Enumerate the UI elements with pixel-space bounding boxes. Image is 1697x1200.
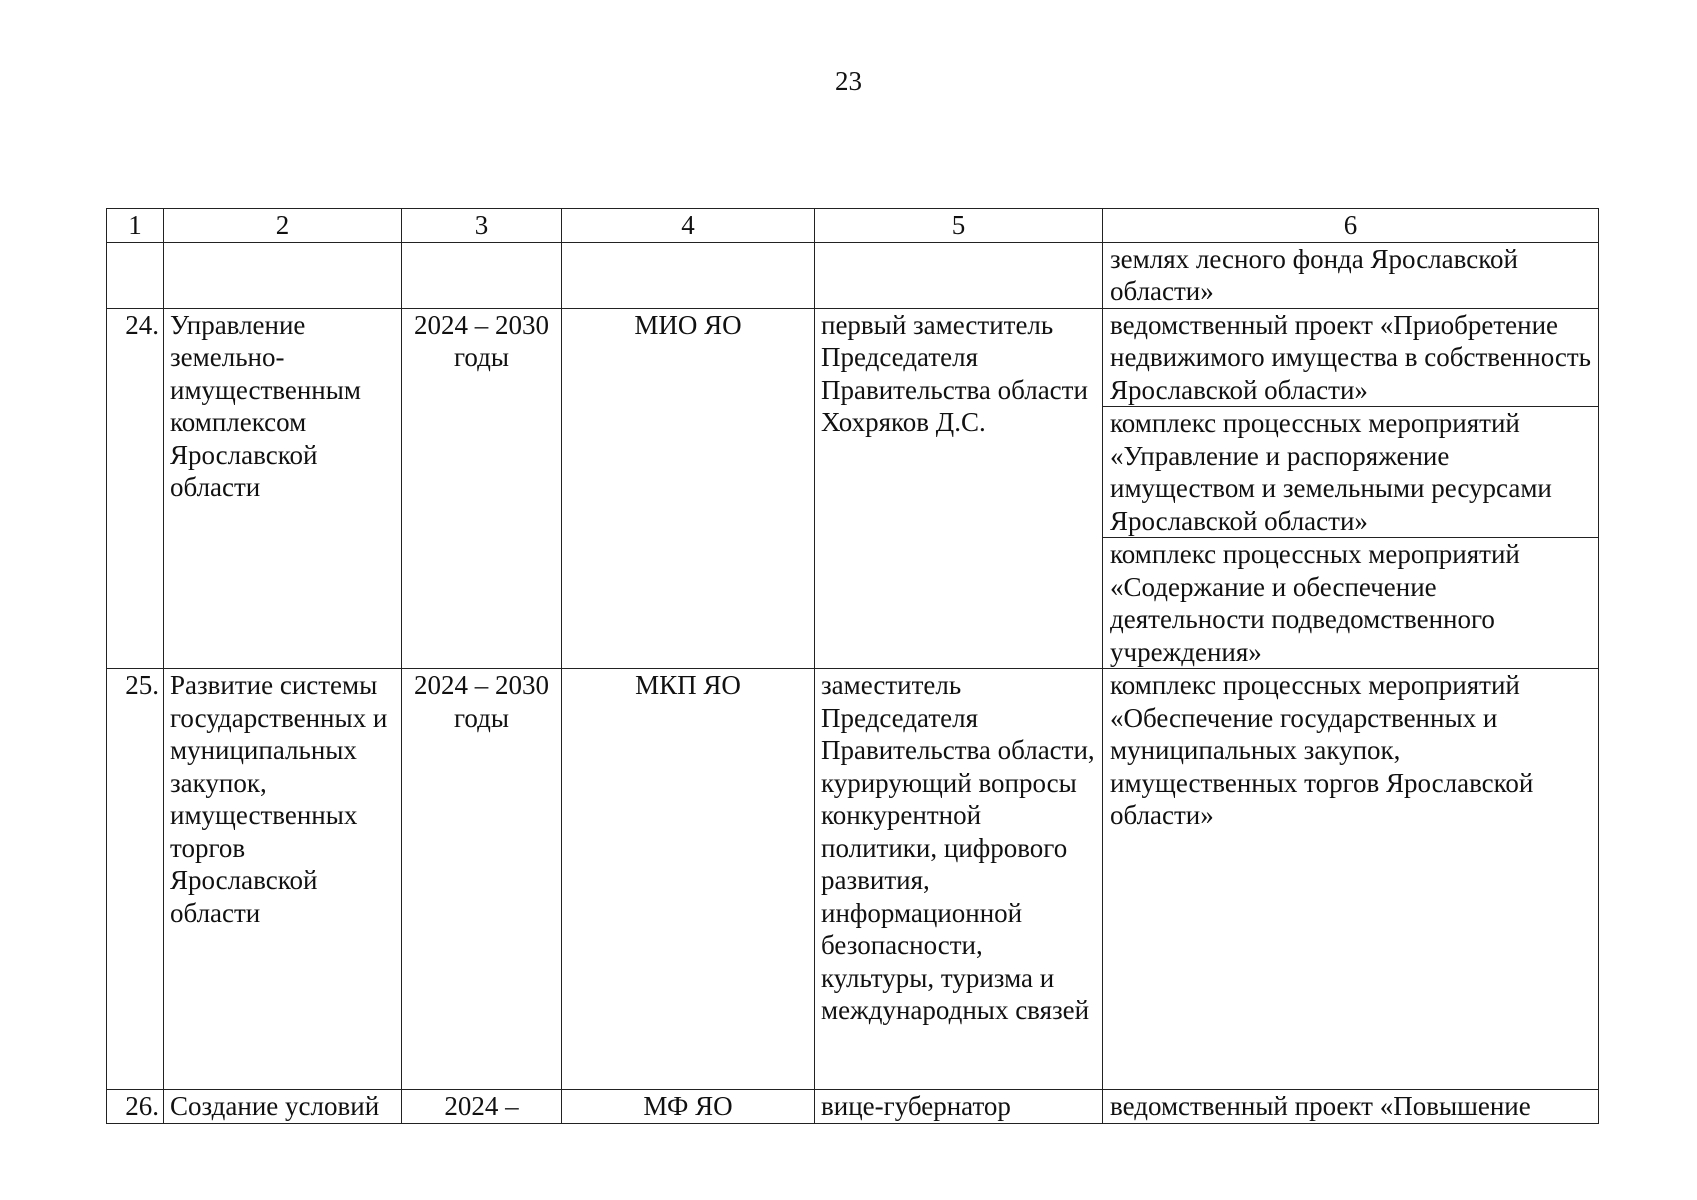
program-item: комплекс процессных мероприятий «Обеспечение государственных и муниципальных закупок, имущественных торгов Ярославской области» [1103, 669, 1599, 1090]
program-curator: первый заместитель Председателя Правительства области Хохряков Д.С. [815, 308, 1103, 669]
column-header: 5 [815, 209, 1103, 243]
table-row [107, 308, 1599, 407]
program-name: Развитие системы государственных и муниципальных закупок, имущественных торгов Ярославской области [164, 669, 402, 1090]
program-period: 2024 – 2030 годы [402, 308, 562, 669]
program-curator: вице-губернатор [815, 1090, 1103, 1124]
program-executor: МИО ЯО [562, 308, 815, 669]
program-curator: заместитель Председателя Правительства области, курирующий вопросы конкурентной политики, цифрового развития, информационной безопасности, культуры, туризма и международных связей [815, 669, 1103, 1090]
program-item: ведомственный проект «Приобретение недвижимого имущества в собственность Ярославской области» [1103, 308, 1599, 407]
program-item: комплекс процессных мероприятий «Управление и распоряжение имуществом и земельными ресурсами Ярославской области» [1103, 407, 1599, 538]
program-name: Управление земельно-имущественным комплексом Ярославской области [164, 308, 402, 669]
program-executor: МКП ЯО [562, 669, 815, 1090]
table-row [107, 669, 1599, 1090]
program-executor: МФ ЯО [562, 1090, 815, 1124]
column-header: 1 [107, 209, 164, 243]
row-number: 24. [107, 308, 164, 669]
row-number: 25. [107, 669, 164, 1090]
row-number: 26. [107, 1090, 164, 1124]
page-number: 23 [835, 66, 862, 96]
program-name: Создание условий [164, 1090, 402, 1124]
program-item: ведомственный проект «Повышение [1103, 1090, 1599, 1124]
table-cell [562, 242, 815, 308]
programs-table [106, 208, 1599, 1124]
table-cell [402, 242, 562, 308]
program-period: 2024 – 2030 годы [402, 669, 562, 1090]
column-header: 4 [562, 209, 815, 243]
table-cell: землях лесного фонда Ярославской области» [1103, 242, 1599, 308]
table-row [107, 1090, 1599, 1124]
column-header: 6 [1103, 209, 1599, 243]
program-period: 2024 – [402, 1090, 562, 1124]
table-cell [164, 242, 402, 308]
program-item: комплекс процессных мероприятий «Содержание и обеспечение деятельности подведомственного учреждения» [1103, 538, 1599, 669]
table-row-continuation [107, 242, 1599, 308]
table-cell [107, 242, 164, 308]
column-header: 2 [164, 209, 402, 243]
column-header: 3 [402, 209, 562, 243]
table-cell [815, 242, 1103, 308]
table-header-row [107, 209, 1599, 243]
